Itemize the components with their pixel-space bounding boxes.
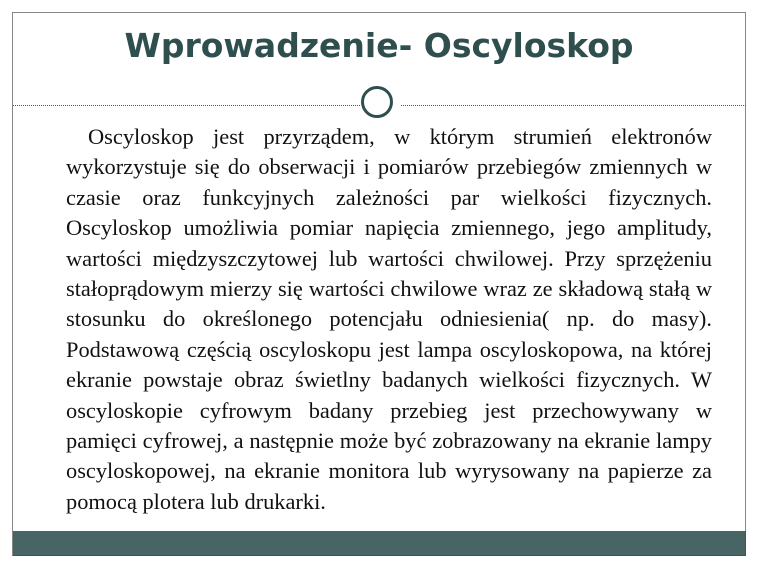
- circle-ornament-icon: [361, 86, 393, 118]
- slide-body-text: Oscyloskop jest przyrządem, w którym strumień elektronów wykorzystuje się do obserwacji i pomiarów przebiegów zmiennych w czasie oraz funkcyjnych zależności par wielkości fizycznych. Oscyloskop umożliwia pomiar napięcia zmiennego, jego amplitudy, wartości międzyszczytowej lub wartości chwilowej. Przy sprzężeniu stałoprądowym mierzy się wartości chwilowe wraz ze składową stałą w stosunku do określonego potencjału odniesienia( np. do masy). Podstawową częścią oscyloskopu jest lampa oscyloskopowa, na której ekranie powstaje obraz świetlny badanych wielkości fizycznych. W oscyloskopie cyfrowym badany przebieg jest przechowywany w pamięci cyfrowej, a następnie może być zobrazowany na ekranie lampy oscyloskopowej, na ekranie monitora lub wyrysowany na papierze za pomocą plotera lub drukarki.: [66, 124, 712, 514]
- footer-band: [13, 531, 746, 556]
- title-divider-left: [13, 105, 360, 106]
- title-divider-right: [401, 105, 746, 106]
- slide-title: Wprowadzenie- Oscyloskop: [124, 26, 634, 65]
